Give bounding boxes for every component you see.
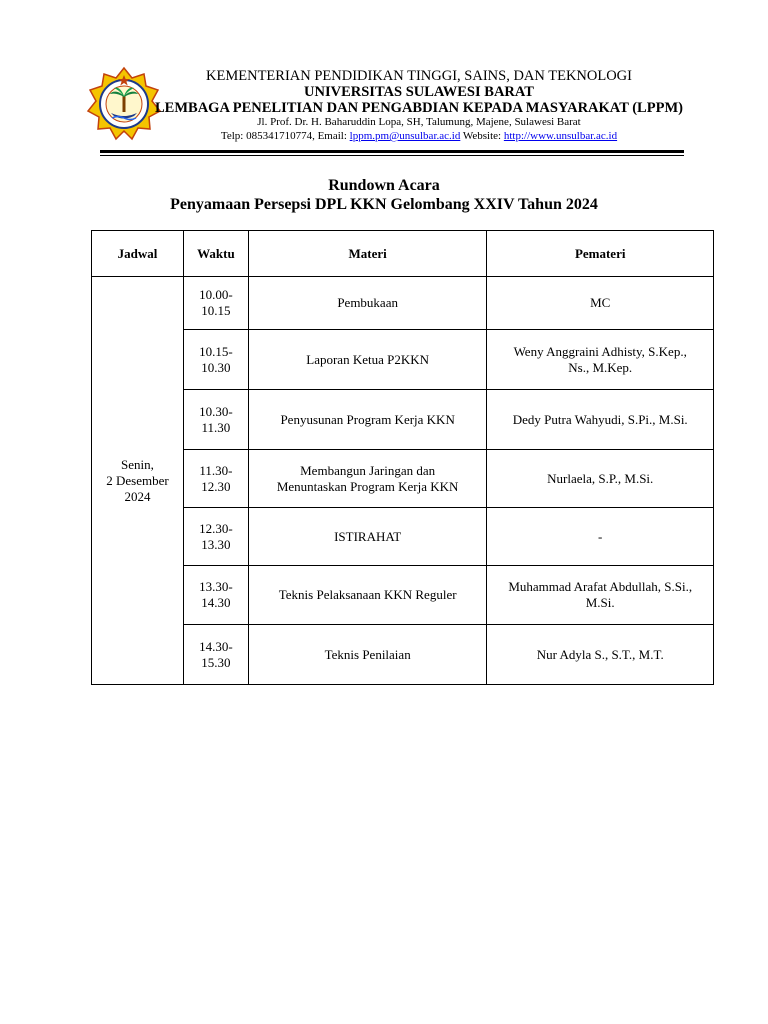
materi-cell <box>248 566 487 625</box>
waktu-cell <box>183 390 248 450</box>
table-row <box>92 625 714 685</box>
university-name: UNIVERSITAS SULAWESI BARAT <box>304 84 534 100</box>
materi-line: Menuntaskan Program Kerja KKN <box>276 478 459 494</box>
header-jadwal: Jadwal <box>92 231 184 277</box>
table-header-row <box>92 231 714 277</box>
materi-cell <box>248 450 487 508</box>
waktu-cell <box>183 450 248 508</box>
waktu-line: 14.30 <box>201 595 231 610</box>
waktu-line: 13.30 <box>201 536 231 552</box>
materi-cell <box>248 330 487 390</box>
header-pemateri: Pemateri <box>487 231 714 277</box>
pemateri-line: Ns., M.Kep. <box>568 359 633 375</box>
waktu-line: 12.30- <box>199 520 233 536</box>
jadwal-line: Senin, <box>121 456 154 472</box>
materi-cell <box>248 625 487 685</box>
email-link[interactable]: lppm.pm@unsulbar.ac.id <box>349 130 461 142</box>
waktu-line: 10.00- <box>199 287 233 302</box>
jadwal-line: 2024 <box>124 488 151 504</box>
phone-label: Telp: 085341710774, Email: <box>220 130 350 142</box>
table-row <box>92 330 714 390</box>
waktu-line: 10.15- <box>199 343 233 359</box>
table-row <box>92 508 714 566</box>
table-row <box>92 450 714 508</box>
pemateri-cell <box>487 566 714 625</box>
address: Jl. Prof. Dr. H. Baharuddin Lopa, SH, Talumung, Majene, Sulawesi Barat <box>257 116 581 128</box>
waktu-line: 12.30 <box>201 478 231 494</box>
jadwal-cell <box>92 277 184 685</box>
waktu-line: 10.30- <box>199 403 233 419</box>
pemateri-cell <box>487 277 714 330</box>
letterhead <box>84 64 684 154</box>
waktu-cell <box>183 508 248 566</box>
waktu-line: 15.30 <box>201 654 231 670</box>
rundown-table <box>91 230 714 685</box>
waktu-line: 13.30- <box>199 579 233 594</box>
waktu-line: 10.30 <box>201 359 231 375</box>
materi-cell <box>248 508 487 566</box>
website-label: Website: <box>460 130 504 142</box>
materi-line: ISTIRAHAT <box>334 528 402 544</box>
document-title: Rundown Acara <box>328 177 440 194</box>
pemateri-cell <box>487 450 714 508</box>
table-row <box>92 277 714 330</box>
waktu-line: 11.30- <box>199 462 233 478</box>
pemateri-cell <box>487 330 714 390</box>
materi-line: Membangun Jaringan dan <box>300 462 436 478</box>
pemateri-line: - <box>598 528 603 544</box>
pemateri-line: Dedy Putra Wahyudi, S.Pi., M.Si. <box>512 411 688 427</box>
pemateri-line: Nur Adyla S., S.T., M.T. <box>536 646 664 662</box>
pemateri-line: MC <box>590 295 611 310</box>
pemateri-line: M.Si. <box>585 595 615 610</box>
pemateri-line: Nurlaela, S.P., M.Si. <box>547 470 654 486</box>
materi-line: Teknis Pelaksanaan KKN Reguler <box>278 587 457 602</box>
materi-cell <box>248 277 487 330</box>
institute-name: LEMBAGA PENELITIAN DAN PENGABDIAN KEPADA MASYARAKAT (LPPM) <box>155 100 683 116</box>
materi-cell <box>248 390 487 450</box>
letterhead-divider-thick <box>100 150 684 153</box>
materi-line: Teknis Penilaian <box>324 646 411 662</box>
pemateri-line: Weny Anggraini Adhisty, S.Kep., <box>513 343 687 359</box>
waktu-line: 10.15 <box>201 303 231 318</box>
materi-line: Penyusunan Program Kerja KKN <box>280 411 455 427</box>
table-row <box>92 390 714 450</box>
pemateri-cell <box>487 625 714 685</box>
header-materi: Materi <box>248 231 487 277</box>
ministry-name: KEMENTERIAN PENDIDIKAN TINGGI, SAINS, DAN TEKNOLOGI <box>206 68 632 84</box>
waktu-cell <box>183 566 248 625</box>
pemateri-line: Muhammad Arafat Abdullah, S.Si., <box>508 579 693 594</box>
materi-line: Pembukaan <box>337 295 398 310</box>
table-row <box>92 566 714 625</box>
header-waktu: Waktu <box>183 231 248 277</box>
pemateri-cell <box>487 508 714 566</box>
university-seal-icon <box>84 66 164 146</box>
waktu-cell <box>183 277 248 330</box>
website-link[interactable]: http://www.unsulbar.ac.id <box>503 130 618 142</box>
waktu-line: 11.30 <box>201 419 231 435</box>
letterhead-divider-thin <box>100 155 684 156</box>
document-subtitle: Penyamaan Persepsi DPL KKN Gelombang XXIV Tahun 2024 <box>170 196 598 213</box>
waktu-line: 14.30- <box>199 638 233 654</box>
materi-line: Laporan Ketua P2KKN <box>306 351 430 367</box>
waktu-cell <box>183 330 248 390</box>
waktu-cell <box>183 625 248 685</box>
contact-line <box>154 129 684 143</box>
pemateri-cell <box>487 390 714 450</box>
jadwal-line: 2 Desember <box>106 472 169 488</box>
